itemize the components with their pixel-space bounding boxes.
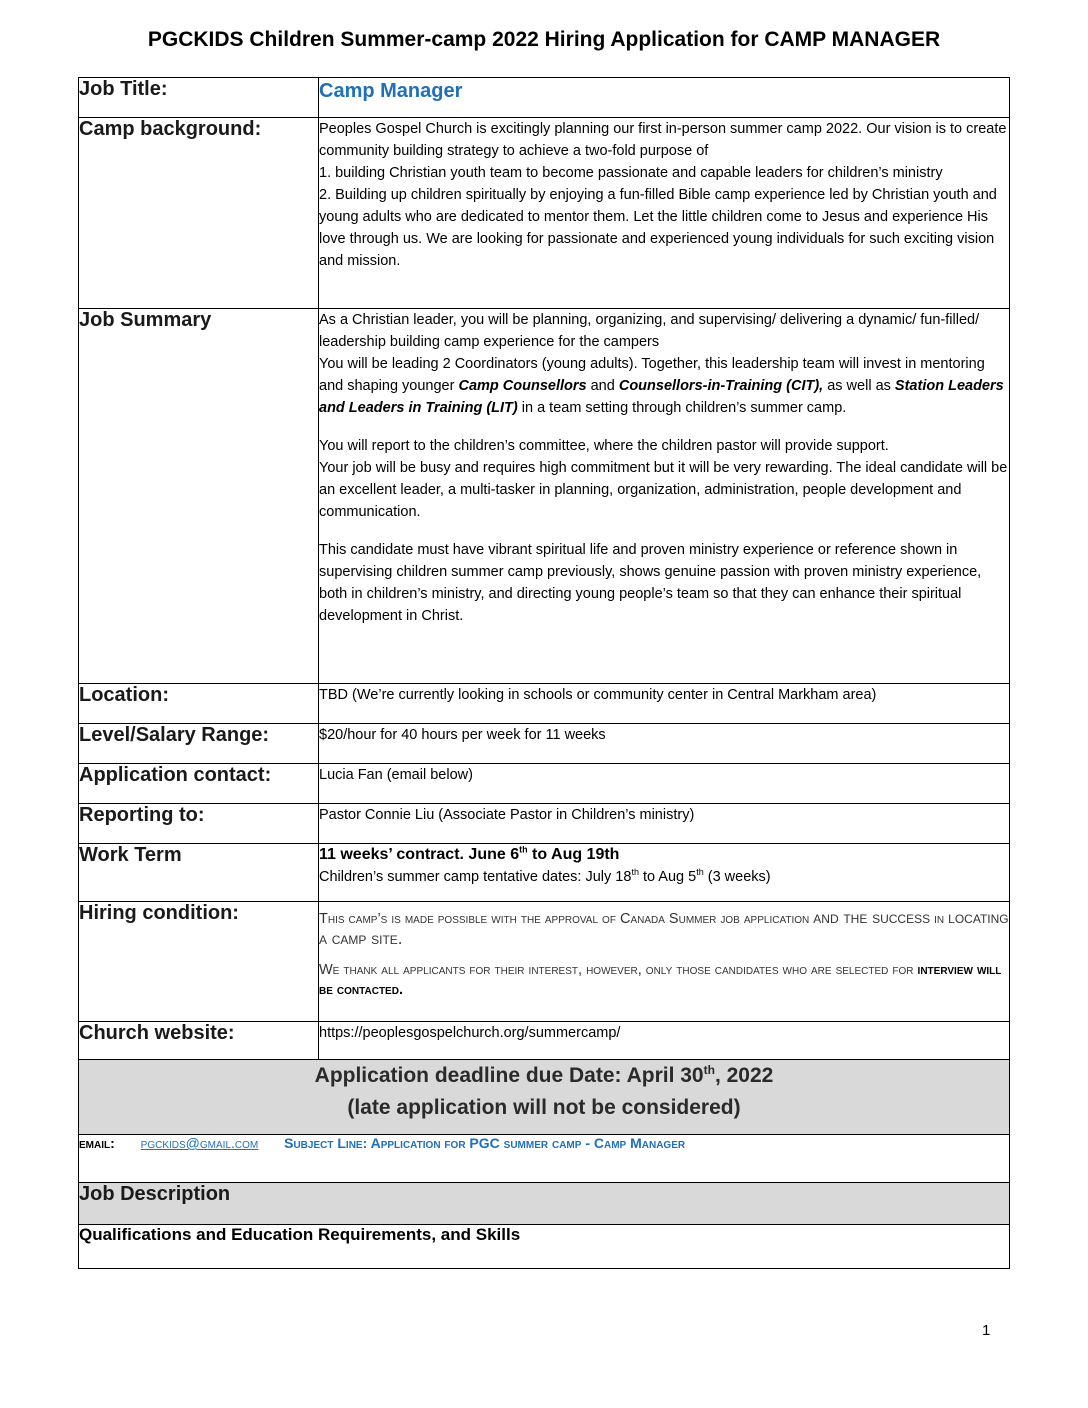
application-form-table <box>78 77 1010 1269</box>
row-job-summary <box>79 309 1010 684</box>
email-line <box>79 1135 1010 1183</box>
website-label: Church website: <box>79 1022 319 1060</box>
reporting-label: Reporting to: <box>79 804 319 844</box>
camp-counsellors-term: Camp Counsellors <box>458 378 587 394</box>
contact-label: Application contact: <box>79 764 319 804</box>
email-link[interactable]: pgckids@gmail.com <box>140 1135 259 1151</box>
row-email <box>79 1135 1010 1183</box>
work-term-label: Work Term <box>79 844 319 902</box>
row-reporting <box>79 804 1010 844</box>
lit-term: Station Leaders and Leaders in Training (LIT) <box>319 378 1004 416</box>
salary-value: $20/hour for 40 hours per week for 11 weeks <box>319 724 1010 764</box>
reporting-value: Pastor Connie Liu (Associate Pastor in Children’s ministry) <box>319 804 1010 844</box>
qualifications-heading: Qualifications and Education Requirements, and Skills <box>79 1225 1010 1269</box>
hiring-p2: We thank all applicants for their interest, however, only those candidates who are selected for interview will be contacted. <box>319 962 1002 998</box>
camp-background-p2: 1. building Christian youth team to become passionate and capable leaders for children’s ministry <box>319 165 943 181</box>
job-summary-p3: You will report to the children’s committee, where the children pastor will provide support. <box>319 438 889 454</box>
page-number: 1 <box>982 1322 991 1339</box>
deadline-banner <box>79 1060 1010 1135</box>
salary-label: Level/Salary Range: <box>79 724 319 764</box>
website-value[interactable]: https://peoplesgospelchurch.org/summercamp/ <box>319 1022 1010 1060</box>
contact-value: Lucia Fan (email below) <box>319 764 1010 804</box>
job-summary-p5: This candidate must have vibrant spiritual life and proven ministry experience or reference shown in supervising children summer camp previously, shows genuine passion with proven ministry experience, both in children’s ministry, and directing young people’s team so that they can enhance their spiritual development in Christ. <box>319 542 982 624</box>
camp-background-p3: 2. Building up children spiritually by enjoying a fun-filled Bible camp experience led by Christian youth and young adults who are dedicated to mentor them. Let the little children come to Jesus and experience His love through us. We are looking for passionate and experienced young individuals for such exciting vision and mission. <box>319 187 997 269</box>
job-description-heading: Job Description <box>79 1183 1010 1225</box>
row-contact <box>79 764 1010 804</box>
job-title-value: Camp Manager <box>319 80 463 102</box>
camp-background-label: Camp background: <box>79 118 319 309</box>
row-website <box>79 1022 1010 1060</box>
job-summary-p4: Your job will be busy and requires high commitment but it will be very rewarding. The ideal candidate will be an excellent leader, a multi-tasker in planning, organization, administration, people development and communication. <box>319 460 1008 520</box>
job-summary-p1: As a Christian leader, you will be planning, organizing, and supervising/ delivering a dynamic/ fun-filled/ leadership building camp experience for the campers <box>319 312 980 350</box>
job-summary-value <box>319 309 1010 684</box>
row-deadline <box>79 1060 1010 1135</box>
row-job-description <box>79 1183 1010 1225</box>
email-subject-line: Subject Line: Application for PGC summer camp - Camp Manager <box>284 1135 686 1151</box>
location-label: Location: <box>79 684 319 724</box>
cit-term: Counsellors-in-Training (CIT), <box>618 378 824 394</box>
row-camp-background <box>79 118 1010 309</box>
hiring-p1: This camp’s is made possible with the approval of Canada Summer job application and the success in locating a camp site. <box>319 908 1009 948</box>
camp-background-p1: Peoples Gospel Church is excitingly planning our first in-person summer camp 2022. Our vision is to create community building strategy to achieve a two-fold purpose of <box>319 121 1007 159</box>
location-value: TBD (We’re currently looking in schools or community center in Central Markham area) <box>319 684 1010 724</box>
work-term-value <box>319 844 1010 902</box>
deadline-line1: Application deadline due Date: April 30th, 2022 <box>314 1063 774 1087</box>
row-hiring-condition <box>79 902 1010 1022</box>
row-location <box>79 684 1010 724</box>
row-work-term <box>79 844 1010 902</box>
job-summary-label: Job Summary <box>79 309 319 684</box>
work-term-line1: 11 weeks’ contract. June 6th to Aug 19th <box>319 844 620 863</box>
job-summary-p2: You will be leading 2 Coordinators (young adults). Together, this leadership team will invest in mentoring and shaping younger Camp Counsellors and Counsellors-in-Training (CIT), as well as Station Leaders and Leaders in Training (LIT) in a team setting through children’s summer camp. <box>319 356 1004 416</box>
hiring-label: Hiring condition: <box>79 902 319 1022</box>
row-job-title <box>79 78 1010 118</box>
deadline-line2: (late application will not be considered) <box>347 1096 741 1119</box>
camp-background-value <box>319 118 1010 309</box>
email-label: email: <box>79 1135 115 1151</box>
job-title-label: Job Title: <box>79 78 319 118</box>
hiring-value <box>319 902 1010 1022</box>
row-salary <box>79 724 1010 764</box>
row-qualifications <box>79 1225 1010 1269</box>
page-title: PGCKIDS Children Summer-camp 2022 Hiring Application for CAMP MANAGER <box>147 28 941 51</box>
work-term-line2: Children’s summer camp tentative dates: July 18th to Aug 5th (3 weeks) <box>319 867 771 885</box>
